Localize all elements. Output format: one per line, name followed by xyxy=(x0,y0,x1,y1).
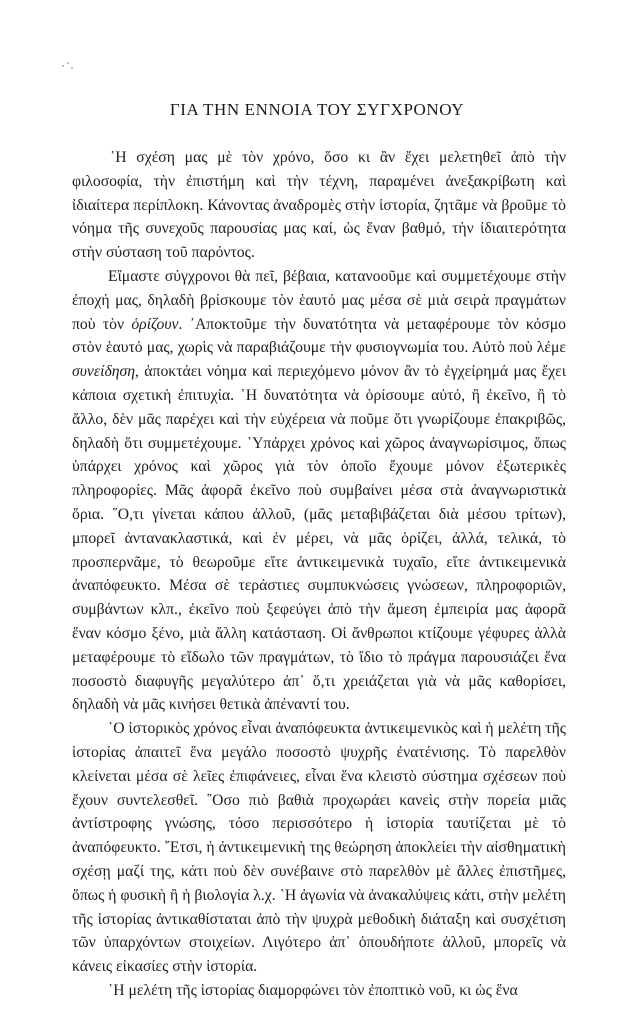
paragraph-text: . ᾿Αποκτοῦμε τὴν δυνατότητα νὰ μεταφέρουμε τὸν κόσμο στὸν ἑαυτό μας, χωρὶς νὰ παραβιάζουμε τὴν φυσιογνωμία του. Αὐτὸ ποὺ λέμε xyxy=(72,315,567,357)
paragraph-text: ῾Η μελέτη τῆς ἱστορίας διαμορφώνει τὸν ἐποπτικὸ νοῦ, κι ὡς ἕνα xyxy=(108,981,518,999)
paper-speck xyxy=(62,62,76,70)
emphasized-text: ὁρίζουν xyxy=(131,315,179,333)
paragraph-text: Εἴμαστε σύγχρονοι θὰ πεῖ, βέβαια, κατανοοῦμε καὶ συμμετέχουμε στὴν ἐποχή μας, δηλαδὴ βρίσκουμε τὸν ἑαυτό μας μέσα σὲ μιὰ σειρὰ πραγμάτων ποὺ τὸν xyxy=(72,267,566,333)
paragraph-text: ῾Η σχέση μας μὲ τὸν χρόνο, ὅσο κι ἂν ἔχει μελετηθεῖ ἀπὸ τὴν φιλοσοφία, τὴν ἐπιστήμη καὶ τὴν τέχνη, παραμένει ἀνεξακρίβωτη καὶ ἰδιαίτερα περίπλοκη. Κάνοντας ἀναδρομὲς στὴν ἱστορία, ζητᾶμε νὰ βροῦμε τὸ νόημα τῆς συνεχοῦς παρουσίας μας καί, ὡς ἕναν βαθμό, τὴν ἰδιαιτερότητα στὴν σύσταση τοῦ παρόντος. xyxy=(72,149,566,262)
paragraph xyxy=(72,717,566,979)
paragraph xyxy=(72,146,566,265)
chapter-title: ΓΙΑ ΤΗΝ ΕΝΝΟΙΑ ΤΟΥ ΣΥΓΧΡΟΝΟΥ xyxy=(169,100,465,119)
paragraph-text: ῾Ο ἱστορικὸς χρόνος εἶναι ἀναπόφευκτα ἀντικειμενικὸς καὶ ἡ μελέτη τῆς ἱστορίας ἀπαιτεῖ ἕνα μεγάλο ποσοστὸ ψυχρῆς ἐνατένισης. Τὸ παρελθὸν κλείνεται μέσα σὲ λεῖες ἐπιφάνειες, εἶναι ἕνα κλειστὸ σύστημα σχέσεων ποὺ ἔχουν συντελεσθεῖ. ῞Οσο πιὸ βαθιὰ προχωράει κανεὶς στὴν πορεία μιᾶς ἀντίστροφης γνώσης, τόσο περισσότερο ἡ ἱστορία ταυτίζεται μὲ τὸ ἀναπόφευκτο. ῎Ετσι, ἡ ἀντικειμενικὴ της θεώρηση ἀποκλείει τὴν αἰσθηματικὴ σχέσῃ μαζί της, κάτι ποὺ δὲν συνέβαινε στὸ παρελθὸν μὲ ἄλλες ἐπιστῆμες, ὅπως ἡ φυσικὴ ἢ ἡ βιολογία λ.χ. ῾Η ἀγωνία νὰ ἀνακαλύψεις κάτι, στὴν μελέτη τῆς ἱστορίας ἀντικαθίσταται ἀπὸ τὴν ψυχρὰ μεθοδικὴ διάταξη καὶ συσχέτιση τῶν ὑπαρχόντων στοιχείων. Λιγότερο ἀπ᾿ ὁπουδήποτε ἀλλοῦ, μπορεῖς νὰ κάνεις εἰκασίες στὴν ἱστορία. xyxy=(72,720,566,976)
paragraph xyxy=(72,265,566,717)
body-text xyxy=(72,146,566,1003)
paragraph-text: , ἀποκτάει νόημα καὶ περιεχόμενο μόνον ἂν τὸ ἐγχείρημά μας ἔχει κάποια σχετικὴ ἐπιτυχία. ῾Η δυνατότητα νὰ ὁρίσουμε αὐτό, ἢ ἐκεῖνο, ἢ τὸ ἄλλο, δὲν μᾶς παρέχει καὶ τὴν εὐχέρεια νὰ ποῦμε ὅτι γνωρίζουμε ἐπακριβῶς, δηλαδὴ ὅτι συμμετέχουμε. ῾Υπάρχει χρόνος καὶ χῶρος ἀναγνωρίσιμος, ὅπως ὑπάρχει χρόνος καὶ χῶρος γιὰ τὸν ὁποῖο ἔχουμε μόνον ἐξωτερικὲς πληροφορίες. Μᾶς ἀφορᾶ ἐκεῖνο ποὺ συμβαίνει μέσα στὰ ἀναγνωριστικὰ ὅρια. ῞Ο,τι γίνεται κάπου ἀλλοῦ, (μᾶς μεταβιβάζεται διὰ μέσου τρίτων), μπορεῖ ἀντανακλαστικά, καὶ ἐν μέρει, νὰ μᾶς ὁρίζει, ἀλλά, τελικά, τὸ προσπερνᾶμε, τὸ θεωροῦμε εἴτε ἀντικειμενικὰ τυχαῖο, εἴτε ἀντικειμενικὰ ἀναπόφευκτο. Μέσα σὲ τεράστιες συμπυκνώσεις γνώσεων, πληροφοριῶν, συμβάντων κλπ., ἐκεῖνο ποὺ ξεφεύγει ἀπὸ τὴν ἄμεση ἐμπειρία μας ἀφορᾶ ἕναν κόσμο ξένο, μιὰ ἄλλη κατάσταση. Οἱ ἄνθρωποι κτίζουμε γέφυρες ἀλλὰ μεταφέρουμε τὸ εἴδωλο τῶν πραγμάτων, τὸ ἴδιο τὸ πράγμα παρουσιάζει ἕνα ποσοστὸ διαφυγῆς μεγαλύτερο ἀπ᾿ ὅ,τι χρειάζεται γιὰ νὰ μᾶς καθορίσει, δηλαδὴ νὰ μᾶς κινήσει θετικὰ ἀπέναντί του. xyxy=(72,363,566,714)
emphasized-text: συνείδηση xyxy=(72,363,136,381)
paragraph xyxy=(72,979,566,1003)
